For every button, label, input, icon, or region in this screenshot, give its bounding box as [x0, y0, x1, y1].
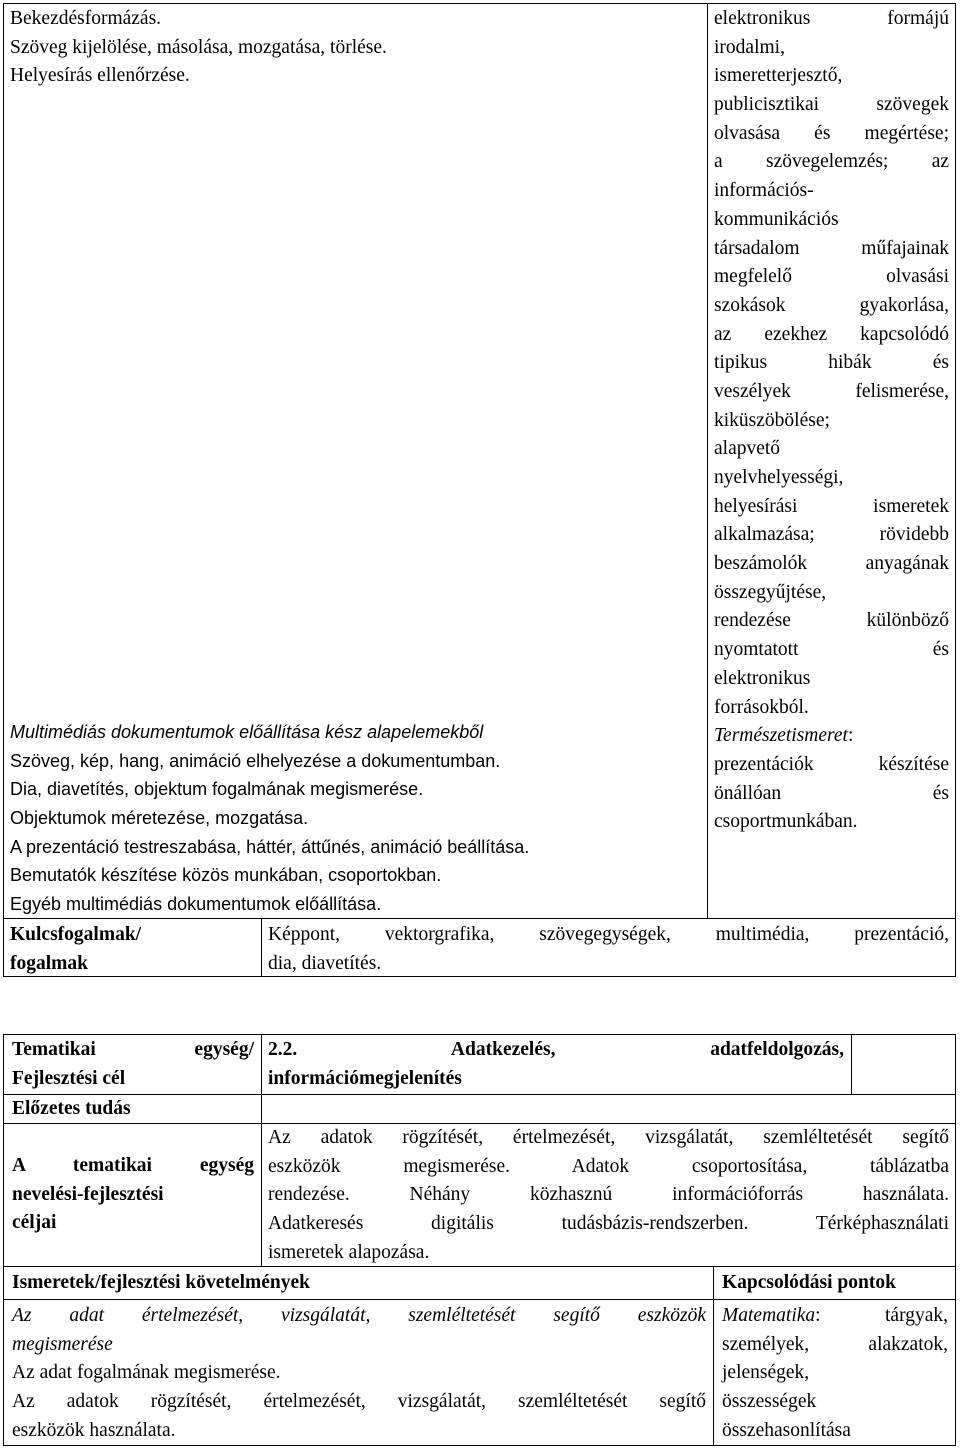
goals-value — [268, 1124, 949, 1267]
label-line: céljai — [12, 1212, 57, 1234]
t2-short-col-divider — [851, 1034, 852, 1095]
text-line: Az adatok rögzítését, értelmezését, vizsgálatát, szemléltetését segítő — [12, 1391, 706, 1413]
t1-kulcs-divider — [261, 918, 262, 977]
text-line: eszközök megismerése. Adatok csoportosítása, táblázatba — [268, 1155, 949, 1177]
text-line: A prezentáció testreszabása, háttér, áttűnés, animáció beállítása. — [10, 836, 530, 857]
t2-left-border — [3, 1034, 4, 1446]
t1-left-border — [3, 3, 4, 977]
text-line: Az adat fogalmának megismerése. — [12, 1362, 281, 1384]
text-line: dia, diavetítés. — [268, 952, 382, 974]
t2-bottom-col-divider — [713, 1266, 714, 1446]
t1-col-divider — [707, 3, 708, 918]
subject-sep: : — [847, 725, 854, 747]
label-line: Fejlesztési cél — [12, 1067, 126, 1089]
t2-header-divider — [3, 1299, 956, 1300]
text-line: társadalom műfajainak — [714, 237, 949, 259]
thematic-unit-label — [12, 1036, 254, 1093]
thematic-unit-value — [268, 1036, 844, 1093]
label-line: Tematikai egység/ — [12, 1039, 254, 1060]
goals-label — [12, 1152, 254, 1238]
key-concepts-label — [10, 921, 255, 978]
t1-right-border — [955, 3, 956, 977]
text-line: elektronikus formájú — [714, 8, 949, 29]
text-line: önállóan és — [714, 782, 949, 804]
text-line: információmegjelenítés — [268, 1067, 462, 1089]
connection-points-text — [714, 5, 949, 837]
text-line: nyelvhelyességi, — [714, 467, 844, 488]
text-line: Bemutatók készítése közös munkában, csoportokban. — [10, 865, 442, 886]
text-line: alkalmazása; rövidebb — [714, 524, 949, 546]
label-line: fogalmak — [10, 952, 88, 974]
text-line: publicisztikai szövegek — [714, 94, 949, 116]
requirements-body — [12, 1302, 706, 1445]
header-text: Ismeretek/fejlesztési követelmények — [12, 1272, 310, 1293]
text-line: kiküszöbölése; — [714, 409, 830, 431]
text-line: nyomtatott és — [714, 639, 949, 661]
prior-knowledge-label — [12, 1095, 254, 1124]
header-text: Kapcsolódási pontok — [722, 1272, 896, 1293]
text-line: Egyéb multimédiás dokumentumok előállítása. — [10, 894, 382, 915]
text-line: prezentációk készítése — [714, 753, 949, 775]
text-line: beszámolók anyagának — [714, 553, 949, 575]
text-line: összehasonlítása — [722, 1419, 851, 1441]
subject-line — [714, 722, 949, 751]
requirements-header — [12, 1269, 702, 1298]
text-line: Adatkeresés digitális tudásbázis-rendszerben. Térképhasználati — [268, 1213, 949, 1235]
t1-top-border — [3, 3, 956, 4]
text-line: veszélyek felismerése, — [714, 380, 949, 402]
text-line: megismerése — [12, 1333, 113, 1355]
text-line: csoportmunkában. — [714, 811, 858, 833]
text-line: Az adatok rögzítését, értelmezését, vizsgálatát, szemléltetését segítő — [268, 1127, 949, 1148]
label-line: A tematikai egység — [12, 1155, 254, 1176]
text-line: eszközök használata. — [12, 1419, 176, 1441]
text-line: összegyűjtése, — [714, 581, 827, 603]
subject-rest: : tárgyak, — [815, 1305, 948, 1326]
text-line: információs- — [714, 180, 814, 202]
t2-top-border — [3, 1034, 956, 1035]
t2-label-col-divider — [261, 1034, 262, 1266]
text-line: összességek — [722, 1391, 817, 1413]
text-line: rendezése. Néhány közhasznú információforrás használata. — [268, 1184, 949, 1206]
subject-name: Természetismeret — [714, 725, 848, 747]
text-line: olvasása és megértése; — [714, 122, 949, 144]
text-line: helyesírási ismeretek — [714, 495, 949, 517]
text-line: szokások gyakorlása, — [714, 294, 949, 316]
label-line: Előzetes tudás — [12, 1098, 131, 1119]
text-line: Dia, diavetítés, objektum fogalmának megismerése. — [10, 779, 424, 800]
formatting-topics — [10, 5, 700, 91]
text-line: Az adat értelmezését, vizsgálatát, szemléltetését segítő eszközök — [12, 1305, 706, 1326]
text-line: elektronikus — [714, 667, 811, 689]
text-line: Szöveg, kép, hang, animáció elhelyezése a dokumentumban. — [10, 750, 501, 771]
key-concepts-value — [268, 921, 949, 978]
text-line: ismeretterjesztő, — [714, 65, 843, 87]
connections-header — [722, 1269, 950, 1298]
multimedia-heading: Multimédiás dokumentumok előállítása kész alapelemekből — [10, 722, 484, 742]
text-line: Objektumok méretezése, mozgatása. — [10, 808, 309, 829]
text-line: Bekezdésformázás. — [10, 8, 162, 29]
label-line: Kulcsfogalmak/ — [10, 924, 142, 945]
text-line: 2.2. Adatkezelés, adatfeldolgozás, — [268, 1039, 844, 1060]
text-line: Képpont, vektorgrafika, szövegegységek, multimédia, prezentáció, — [268, 924, 949, 945]
text-line: Szöveg kijelölése, másolása, mozgatása, törlése. — [10, 36, 387, 58]
text-line: a szövegelemzés; az — [714, 151, 949, 173]
text-line: megfelelő olvasási — [714, 266, 949, 288]
text-line: forrásokból. — [714, 696, 809, 718]
text-line: tipikus hibák és — [714, 352, 949, 374]
label-line: nevelési-fejlesztési — [12, 1183, 164, 1205]
text-line: kommunikációs — [714, 208, 839, 230]
text-line: az ezekhez kapcsolódó — [714, 323, 949, 345]
text-line: rendezése különböző — [714, 610, 949, 632]
text-line: alapvető — [714, 438, 781, 460]
text-line: ismeretek alapozása. — [268, 1241, 430, 1263]
subject-name: Matematika — [722, 1305, 816, 1326]
multimedia-section — [10, 718, 700, 919]
text-line: jelenségek, — [722, 1362, 810, 1384]
text-line: irodalmi, — [714, 36, 785, 58]
t2-right-border — [955, 1034, 956, 1446]
text-line: személyek, alakzatok, — [722, 1333, 948, 1355]
text-line: Helyesírás ellenőrzése. — [10, 65, 190, 87]
subject-line — [722, 1302, 948, 1331]
connections-body — [722, 1302, 948, 1445]
